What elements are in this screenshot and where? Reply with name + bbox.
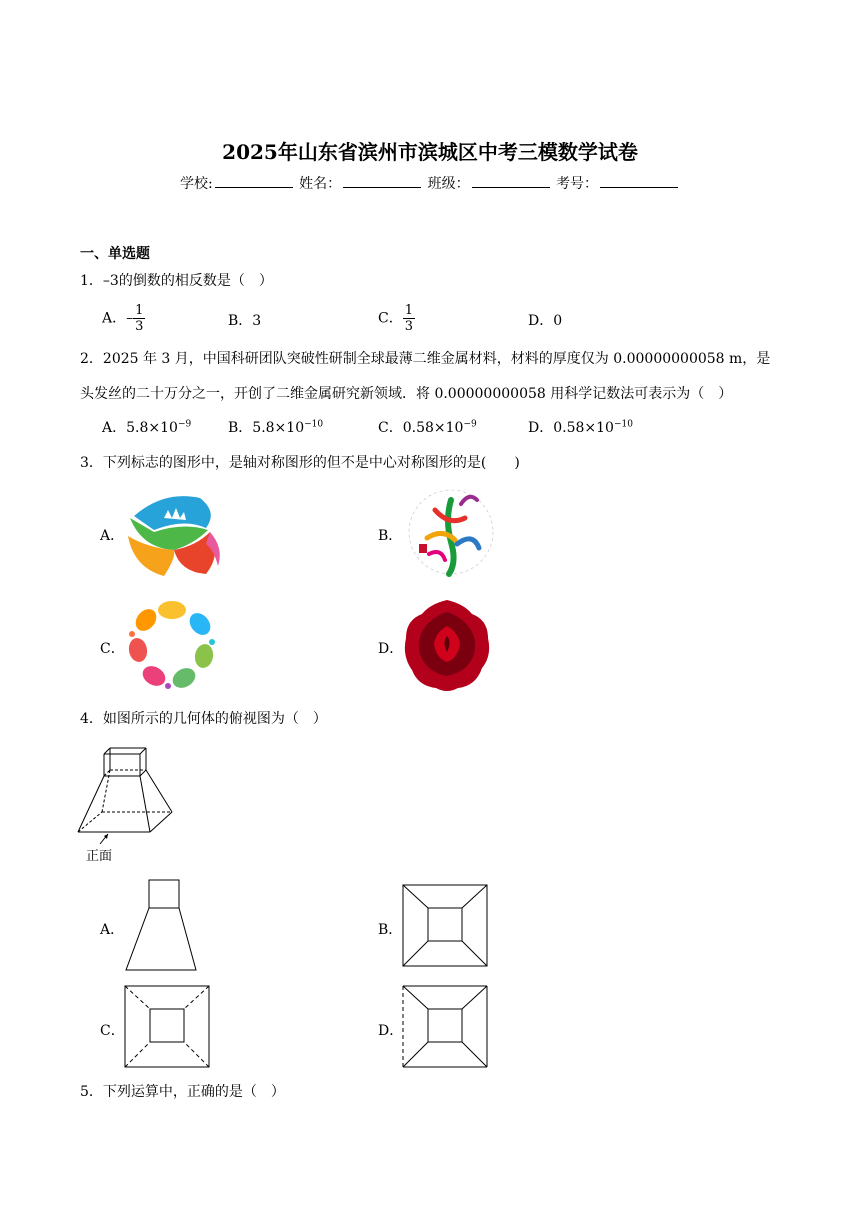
q4-solid-figure <box>74 740 184 850</box>
q3-logo-a-image[interactable] <box>124 488 224 580</box>
q2-option-b-exponent: −10 <box>304 419 324 430</box>
q1-option-c-label: C． <box>378 310 403 327</box>
q4-option-d-diagram[interactable] <box>402 985 490 1069</box>
q1-option-a-sign: – <box>126 310 134 327</box>
question-4-stem: 4．如图所示的几何体的俯视图为（ ） <box>80 711 327 727</box>
q2-option-d-base: 0.58×10 <box>553 420 614 436</box>
q1-option-d[interactable]: D．0 <box>528 313 563 329</box>
fraction-denominator: 3 <box>404 319 413 334</box>
q4-option-b-label[interactable]: B． <box>378 922 403 938</box>
q4-option-c-label[interactable]: C． <box>100 1023 125 1039</box>
q2-option-a-exponent: −9 <box>177 419 192 430</box>
q1-option-c[interactable] <box>378 303 415 334</box>
q3-option-d-label[interactable]: D． <box>378 641 404 657</box>
q3-logo-b-image[interactable] <box>405 482 497 580</box>
q2-option-c-base: 0.58×10 <box>402 420 464 436</box>
q3-option-c-label[interactable]: C． <box>100 641 125 657</box>
page-title: 2025年山东省滨州市滨城区中考三模数学试卷 <box>222 140 638 164</box>
q3-option-b-label[interactable]: B． <box>378 528 403 544</box>
question-2-line-1: 2．2025 年 3 月，中国科研团队突破性研制全球最薄二维金属材料，材料的厚度仅为 0.00000000058 m，是 <box>80 351 771 367</box>
school-label: 学校: <box>179 176 213 192</box>
fraction-numerator: 1 <box>404 303 413 318</box>
q1-option-a[interactable] <box>102 303 145 334</box>
section-heading: 一、单选题 <box>80 246 150 262</box>
q4-option-a-label[interactable]: A． <box>100 922 125 938</box>
q2-option-a[interactable] <box>102 417 191 437</box>
q2-option-a-label: A． <box>102 420 127 436</box>
q1-option-a-fraction <box>133 303 145 334</box>
q3-logo-d-image[interactable] <box>402 598 492 692</box>
q4-option-d-label[interactable]: D． <box>378 1023 404 1039</box>
q1-option-b[interactable]: B．3 <box>228 313 262 329</box>
front-view-label: 正面 <box>86 849 113 864</box>
q2-option-c[interactable] <box>378 417 477 437</box>
student-info-line <box>0 173 860 193</box>
class-label: 班级： <box>427 176 470 192</box>
q2-option-a-base: 5.8×10 <box>126 420 178 436</box>
q2-option-c-exponent: −9 <box>463 419 477 430</box>
exam-no-blank[interactable] <box>600 173 678 188</box>
question-3-stem: 3．下列标志的图形中，是轴对称图形的但不是中心对称图形的是( ) <box>80 455 520 471</box>
name-label: 姓名： <box>299 176 342 192</box>
school-blank[interactable] <box>215 173 293 188</box>
class-blank[interactable] <box>472 173 550 188</box>
q3-option-a-label[interactable]: A． <box>100 528 125 544</box>
q2-option-b[interactable] <box>228 417 323 437</box>
question-2-line-2: 头发丝的二十万分之一，开创了二维金属研究新领域．将 0.00000000058 用科学记数法可表示为（ ） <box>80 386 733 402</box>
name-blank[interactable] <box>343 173 421 188</box>
q2-option-d-exponent: −10 <box>613 419 633 430</box>
q3-logo-c-image[interactable] <box>126 598 218 690</box>
q2-option-b-base: 5.8×10 <box>252 420 305 436</box>
q4-option-c-diagram[interactable] <box>124 985 212 1069</box>
q2-option-d[interactable] <box>528 417 633 437</box>
fraction-denominator: 3 <box>135 319 144 334</box>
q4-option-b-diagram[interactable] <box>402 884 490 968</box>
q2-option-c-label: C． <box>378 420 403 436</box>
q1-option-a-label: A． <box>102 310 127 327</box>
q1-option-c-fraction <box>403 303 415 334</box>
question-5-stem: 5．下列运算中，正确的是（ ） <box>80 1084 285 1100</box>
q4-option-a-diagram[interactable] <box>124 878 198 974</box>
q2-option-d-label: D． <box>528 420 554 436</box>
exam-no-label: 考号： <box>556 176 599 192</box>
q2-option-b-label: B． <box>228 420 253 436</box>
fraction-numerator: 1 <box>135 303 144 318</box>
question-1-stem: 1．–3的倒数的相反数是（ ） <box>80 273 273 289</box>
